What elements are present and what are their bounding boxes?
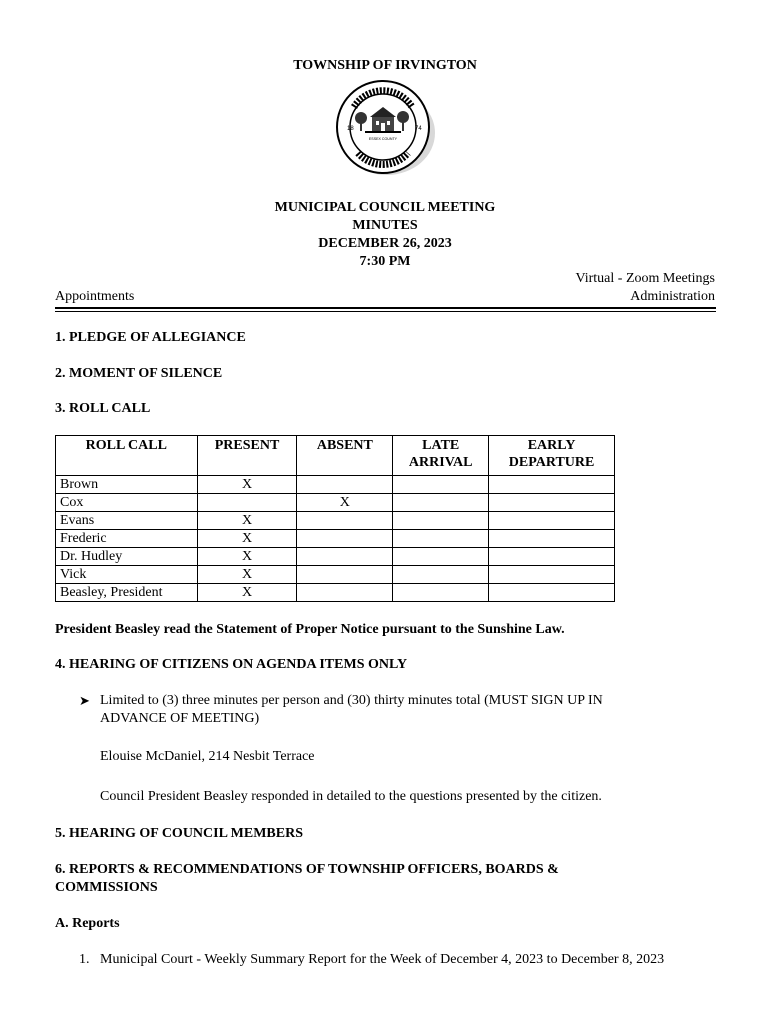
early-mark bbox=[489, 584, 615, 602]
late-mark bbox=[393, 566, 489, 584]
col-late-arrival: LATE ARRIVAL bbox=[393, 436, 489, 476]
late-mark bbox=[393, 476, 489, 494]
meeting-date: DECEMBER 26, 2023 bbox=[318, 236, 452, 251]
late-mark bbox=[393, 548, 489, 566]
section-council-members: 5. HEARING OF COUNCIL MEMBERS bbox=[55, 826, 304, 841]
table-row bbox=[56, 512, 615, 530]
citizen-speaker: Elouise McDaniel, 214 Nesbit Terrace bbox=[100, 749, 315, 764]
meeting-department: Administration bbox=[630, 289, 715, 304]
late-mark bbox=[393, 584, 489, 602]
table-row bbox=[56, 494, 615, 512]
sunshine-notice: President Beasley read the Statement of Proper Notice pursuant to the Sunshine Law. bbox=[55, 622, 565, 637]
roll-call-table bbox=[55, 435, 615, 602]
citizen-rule-line2: ADVANCE OF MEETING) bbox=[100, 711, 260, 726]
member-name: Frederic bbox=[56, 530, 198, 548]
col-roll-call: ROLL CALL bbox=[56, 436, 198, 476]
member-name: Evans bbox=[56, 512, 198, 530]
member-name: Cox bbox=[56, 494, 198, 512]
section-citizens: 4. HEARING OF CITIZENS ON AGENDA ITEMS ONLY bbox=[55, 657, 408, 672]
early-mark bbox=[489, 566, 615, 584]
present-mark: X bbox=[197, 566, 297, 584]
meeting-title: MUNICIPAL COUNCIL MEETING bbox=[274, 200, 496, 215]
table-row bbox=[56, 566, 615, 584]
table-row bbox=[56, 584, 615, 602]
citizen-rule-line1: Limited to (3) three minutes per person and (30) thirty minutes total (MUST SIGN UP IN bbox=[100, 693, 603, 708]
early-mark bbox=[489, 476, 615, 494]
absent-mark bbox=[297, 512, 393, 530]
section-reports-line2: COMMISSIONS bbox=[55, 880, 158, 895]
township-seal-icon bbox=[332, 77, 438, 177]
minutes-label: MINUTES bbox=[352, 218, 418, 233]
section-reports-line1: 6. REPORTS & RECOMMENDATIONS OF TOWNSHIP OFFICERS, BOARDS & bbox=[55, 862, 559, 877]
council-response: Council President Beasley responded in detailed to the questions presented by the citizen. bbox=[100, 789, 602, 804]
subsection-reports: A. Reports bbox=[55, 916, 120, 931]
seal-left-year: 18 bbox=[347, 126, 354, 132]
table-row bbox=[56, 476, 615, 494]
header-rule bbox=[55, 307, 716, 309]
member-name: Brown bbox=[56, 476, 198, 494]
absent-mark bbox=[297, 566, 393, 584]
absent-mark bbox=[297, 476, 393, 494]
absent-mark bbox=[297, 584, 393, 602]
meeting-time: 7:30 PM bbox=[359, 254, 411, 269]
bullet-arrow-icon: ➤ bbox=[79, 693, 90, 708]
appointments-label: Appointments bbox=[55, 289, 135, 304]
early-mark bbox=[489, 530, 615, 548]
member-name: Dr. Hudley bbox=[56, 548, 198, 566]
member-name: Vick bbox=[56, 566, 198, 584]
col-absent: ABSENT bbox=[297, 436, 393, 476]
late-mark bbox=[393, 512, 489, 530]
present-mark: X bbox=[197, 512, 297, 530]
col-present: PRESENT bbox=[197, 436, 297, 476]
seal-right-year: 74 bbox=[415, 126, 422, 132]
early-mark bbox=[489, 548, 615, 566]
early-mark bbox=[489, 512, 615, 530]
report-item: Municipal Court - Weekly Summary Report for the Week of December 4, 2023 to December 8, 2023 bbox=[100, 952, 665, 967]
seal-county: ESSEX COUNTY bbox=[368, 137, 398, 141]
present-mark: X bbox=[197, 476, 297, 494]
present-mark: X bbox=[197, 530, 297, 548]
late-mark bbox=[393, 530, 489, 548]
present-mark bbox=[197, 494, 297, 512]
absent-mark bbox=[297, 530, 393, 548]
absent-mark: X bbox=[297, 494, 393, 512]
table-row bbox=[56, 530, 615, 548]
present-mark: X bbox=[197, 584, 297, 602]
org-title: TOWNSHIP OF IRVINGTON bbox=[293, 58, 477, 73]
section-roll-call: 3. ROLL CALL bbox=[55, 401, 151, 416]
report-number: 1. bbox=[79, 952, 90, 967]
col-early-departure: EARLY DEPARTURE bbox=[489, 436, 615, 476]
table-row bbox=[56, 548, 615, 566]
header-rule-thin bbox=[55, 311, 716, 312]
roll-call-header-row bbox=[56, 436, 615, 476]
absent-mark bbox=[297, 548, 393, 566]
late-mark bbox=[393, 494, 489, 512]
section-silence: 2. MOMENT OF SILENCE bbox=[55, 366, 223, 381]
present-mark: X bbox=[197, 548, 297, 566]
early-mark bbox=[489, 494, 615, 512]
meeting-location: Virtual - Zoom Meetings bbox=[575, 271, 715, 286]
section-pledge: 1. PLEDGE OF ALLEGIANCE bbox=[55, 330, 246, 345]
member-name: Beasley, President bbox=[56, 584, 198, 602]
